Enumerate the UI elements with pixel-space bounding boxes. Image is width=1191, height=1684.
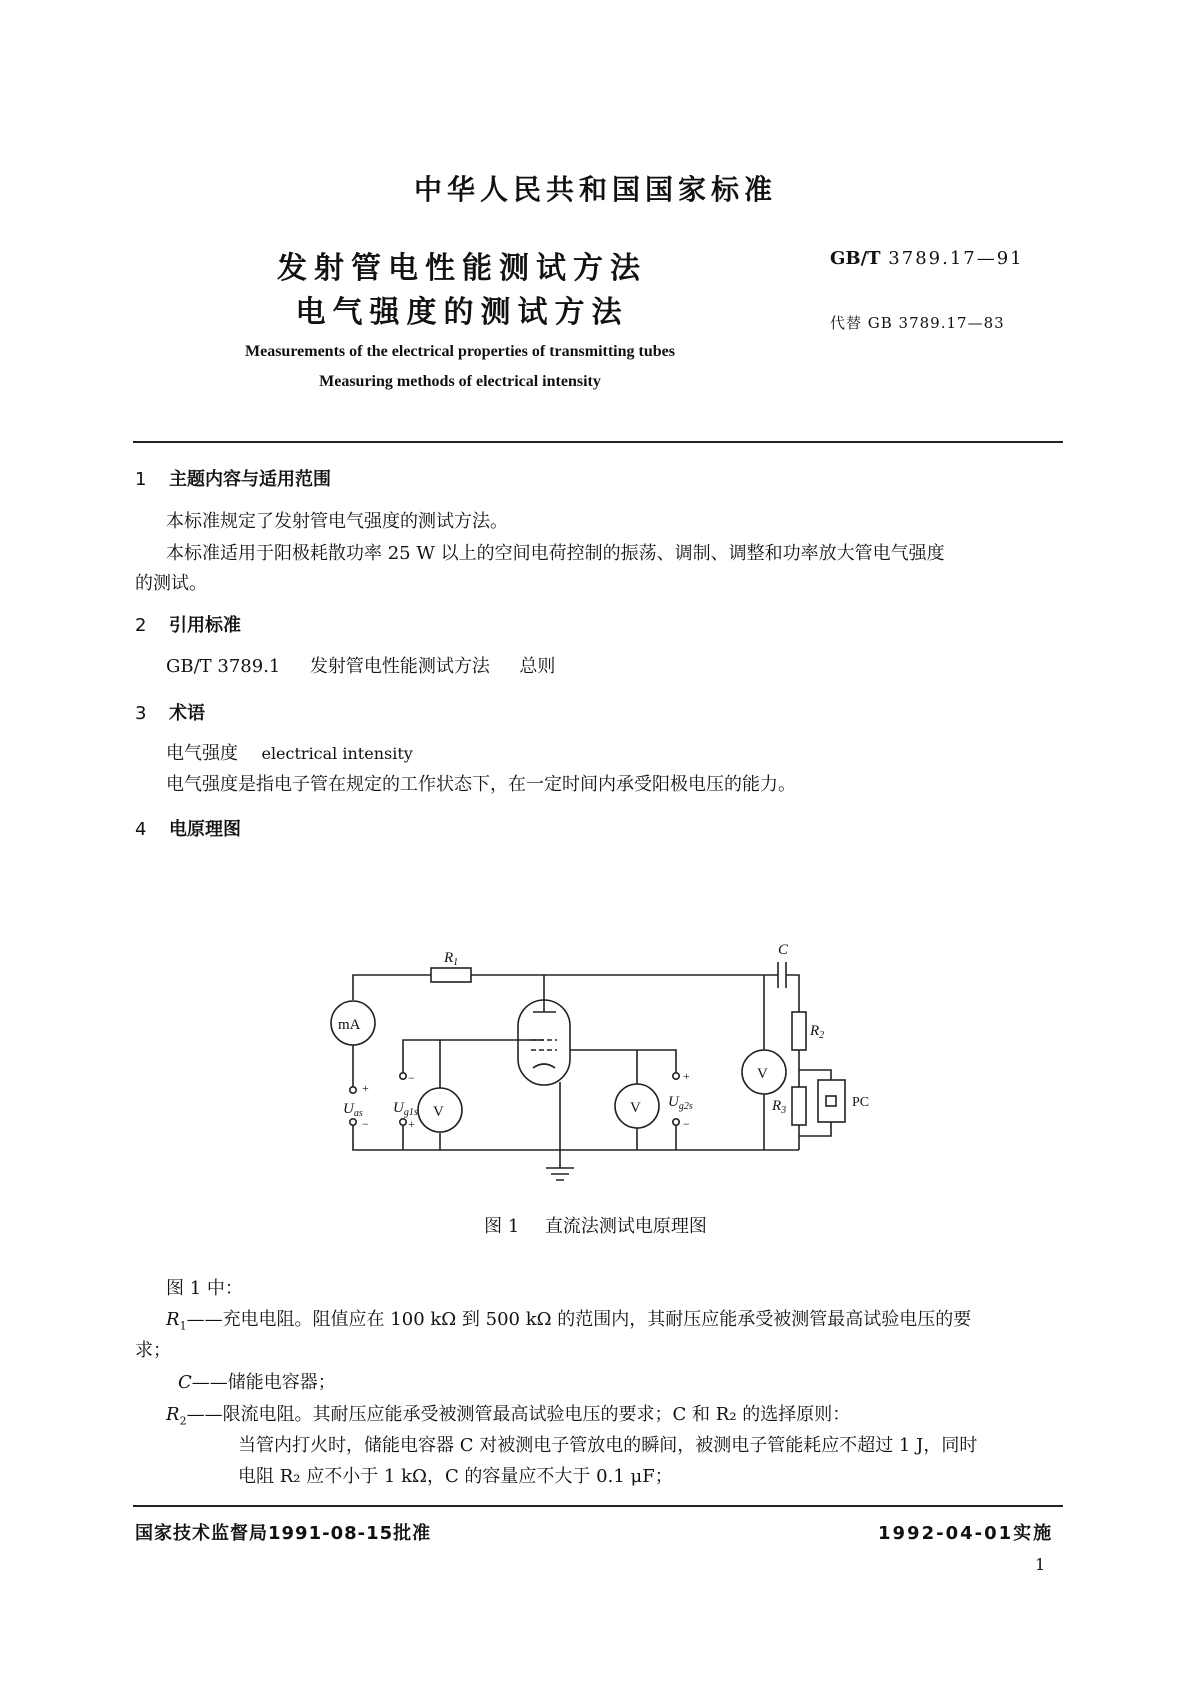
ug2s-plus-terminal xyxy=(673,1073,679,1079)
term-chinese: 电气强度 xyxy=(166,743,238,764)
page-number: 1 xyxy=(1035,1555,1046,1574)
pc-inner xyxy=(826,1096,836,1106)
legend-r2-detail-a: 当管内打火时，储能电容器 C 对被测电子管放电的瞬间，被测电子管能耗应不超过 1 J，同时 xyxy=(238,1435,978,1456)
bottom-wire xyxy=(353,1125,799,1150)
section-1-title: 主题内容与适用范围 xyxy=(169,469,331,490)
section-4-title: 电原理图 xyxy=(169,819,241,840)
grid1-wire xyxy=(403,1040,544,1073)
legend-r1-continued: 求； xyxy=(135,1340,171,1361)
english-title-line2: Measuring methods of electrical intensity xyxy=(319,373,601,390)
section-2-title: 引用标准 xyxy=(169,615,241,636)
ug1s-minus-terminal xyxy=(400,1073,406,1079)
legend-c-symbol: C xyxy=(178,1372,192,1393)
r1-resistor xyxy=(431,968,471,982)
document-title-line1: 发射管电性能测试方法 xyxy=(277,251,647,286)
approval-line: 国家技术监督局1991-08-15批准 xyxy=(135,1523,432,1544)
replaces-standard: 代替 GB 3789.17—83 xyxy=(830,314,1005,332)
pc-box xyxy=(818,1080,845,1122)
v-meter-2-label: V xyxy=(630,1100,641,1116)
section-1-para2b: 的测试。 xyxy=(135,573,207,594)
legend-intro: 图 1 中： xyxy=(166,1278,243,1299)
legend-r1-symbol: R xyxy=(166,1309,180,1330)
reference-title: 发射管电性能测试方法 xyxy=(309,656,490,677)
uas-minus-terminal xyxy=(350,1119,356,1125)
document-title-line2: 电气强度的测试方法 xyxy=(295,295,629,330)
term-definition: 电气强度是指电子管在规定的工作状态下，在一定时间内承受阳极电压的能力。 xyxy=(166,774,796,795)
ug1s-minus-sign: − xyxy=(408,1071,415,1085)
section-1-para2a: 本标准适用于阳极耗散功率 25 W 以上的空间电荷控制的振荡、调制、调整和功率放大管电气强度 xyxy=(166,543,945,564)
pc-label: PC xyxy=(852,1095,870,1110)
ug1s-plus-terminal xyxy=(400,1119,406,1125)
english-title-line1: Measurements of the electrical properties of transmitting tubes xyxy=(245,343,675,360)
section-1-para1: 本标准规定了发射管电气强度的测试方法。 xyxy=(166,511,508,532)
reference-subtitle: 总则 xyxy=(519,656,556,677)
r2-resistor xyxy=(792,1012,806,1050)
ug2s-label: $U_{g2s}$ xyxy=(668,1094,693,1112)
legend-c-text: ——储能电容器； xyxy=(191,1372,336,1393)
r3-label: $R_3$ xyxy=(772,1098,787,1116)
section-3-number: 3 xyxy=(135,703,147,724)
implementation-line: 1992-04-01实施 xyxy=(878,1523,1054,1544)
legend-r2-detail-b: 电阻 R₂ 应不小于 1 kΩ，C 的容量应不大于 0.1 μF； xyxy=(238,1466,673,1487)
uas-minus-sign: − xyxy=(362,1117,369,1131)
ug1s-label: $U_{g1s}$ xyxy=(393,1100,418,1118)
uas-plus-terminal xyxy=(350,1087,356,1093)
r2-label: $R_2$ xyxy=(810,1023,825,1041)
legend-r2 xyxy=(166,1401,850,1436)
uas-label: $U_{as}$ xyxy=(343,1101,363,1119)
standard-code: 3789.17—91 xyxy=(888,248,1024,269)
c-label: C xyxy=(778,942,789,958)
ug2s-minus-terminal xyxy=(673,1119,679,1125)
term-english: electrical intensity xyxy=(261,744,413,763)
section-1-number: 1 xyxy=(135,469,147,490)
top-wire-after-cap xyxy=(786,975,799,1012)
figure-caption-label: 图 1 xyxy=(484,1216,520,1237)
grid2-wire xyxy=(570,1050,676,1073)
figure-caption xyxy=(0,1212,1191,1238)
legend-c xyxy=(178,1369,336,1397)
v-meter-3-label: V xyxy=(757,1066,768,1082)
national-standard-heading: 中华人民共和国国家标准 xyxy=(413,173,777,206)
legend-r1 xyxy=(166,1306,971,1341)
r3-resistor xyxy=(792,1087,806,1125)
figure-caption-text: 直流法测试电原理图 xyxy=(544,1216,707,1237)
legend-r2-symbol: R xyxy=(166,1404,180,1425)
section-3-title: 术语 xyxy=(169,703,205,724)
ma-label: mA xyxy=(338,1017,361,1033)
legend-r1-text: ——充电电阻。阻值应在 100 kΩ 到 500 kΩ 的范围内，其耐压应能承受被测管最高试验电压的要 xyxy=(186,1309,972,1330)
section-4-number: 4 xyxy=(135,819,147,840)
legend-r2-text: ——限流电阻。其耐压应能承受被测管最高试验电压的要求；C 和 R₂ 的选择原则： xyxy=(186,1404,851,1425)
tube-cathode xyxy=(533,1064,555,1068)
reference-code: GB/T 3789.1 xyxy=(166,656,281,677)
section-2-number: 2 xyxy=(135,615,147,636)
legend-r2-sub: 2 xyxy=(179,1414,187,1428)
ug2s-minus-sign: − xyxy=(683,1117,690,1131)
footer-divider xyxy=(133,1505,1063,1507)
ug2s-plus-sign: + xyxy=(683,1069,690,1083)
v-meter-1-label: V xyxy=(433,1104,444,1120)
top-wire xyxy=(353,975,431,1000)
r1-label: $R_1$ xyxy=(444,950,459,968)
tube-plate xyxy=(533,975,556,1012)
ground-symbol xyxy=(546,1168,574,1180)
ug1s-plus-sign: + xyxy=(408,1117,415,1131)
uas-plus-sign: + xyxy=(362,1081,369,1095)
legend-r1-sub: 1 xyxy=(179,1319,187,1333)
standard-prefix: GB/T xyxy=(830,248,881,269)
